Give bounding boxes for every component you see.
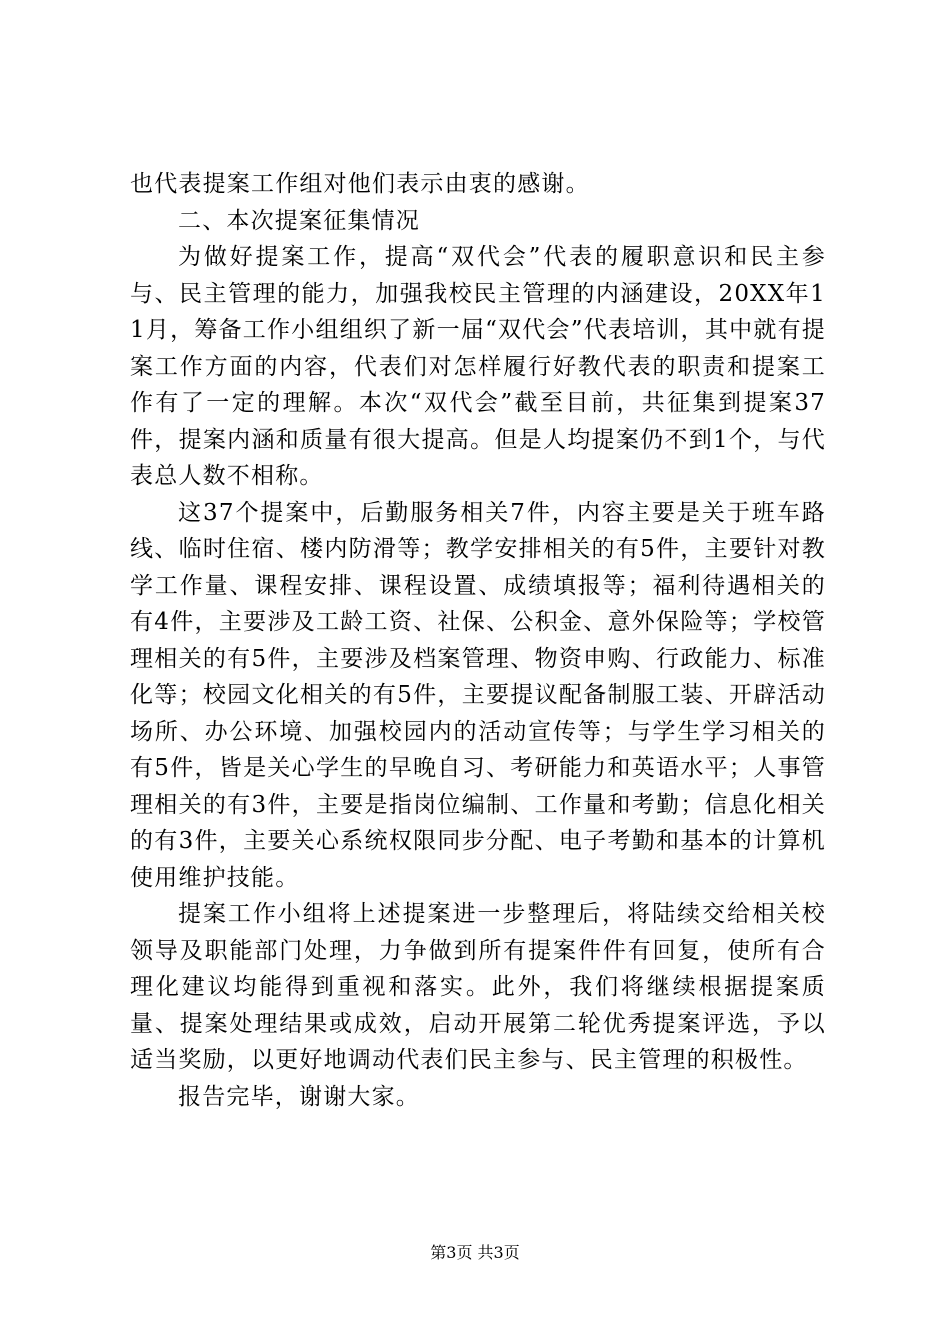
paragraph-next-steps: 提案工作小组将上述提案进一步整理后，将陆续交给相关校领导及职能部门处理，力争做到所有提案件件有回复，使所有合理化建议均能得到重视和落实。此外，我们将继续根据提案质量、提案处理结果或成效，启动开展第二轮优秀提案评选，予以适当奖励，以更好地调动代表们民主参与、民主管理的积极性。 (130, 901, 826, 1073)
document-body (130, 166, 826, 1115)
page-number-footer: 第3页 共3页 (430, 1243, 520, 1262)
paragraph-proposal-breakdown: 这37个提案中，后勤服务相关7件，内容主要是关于班车路线、临时住宿、楼内防滑等；教学安排相关的有5件，主要针对教学工作量、课程安排、课程设置、成绩填报等；福利待遇相关的有4件，主要涉及工龄工资、社保、公积金、意外保险等；学校管理相关的有5件，主要涉及档案管理、物资申购、行政能力、标准化等；校园文化相关的有5件，主要提议配备制服工装、开辟活动场所、办公环境、加强校园内的活动宣传等；与学生学习相关的有5件，皆是关心学生的早晚自习、考研能力和英语水平；人事管理相关的有3件，主要是指岗位编制、工作量和考勤；信息化相关的有3件，主要关心系统权限同步分配、电子考勤和基本的计算机使用维护技能。 (130, 499, 826, 891)
section-heading: 二、本次提案征集情况 (178, 207, 420, 234)
paragraph-intro: 为做好提案工作，提高“双代会”代表的履职意识和民主参与、民主管理的能力，加强我校民主管理的内涵建设，20XX年11月，筹备工作小组组织了新一届“双代会”代表培训，其中就有提案工作方面的内容，代表们对怎样履行好教代表的职责和提案工作有了一定的理解。本次“双代会”截至目前，共征集到提案37件，提案内涵和质量有很大提高。但是人均提案仍不到1个，与代表总人数不相称。 (130, 244, 826, 489)
paragraph-continuation: 也代表提案工作组对他们表示由衷的感谢。 (130, 171, 590, 197)
paragraph-closing: 报告完毕，谢谢大家。 (178, 1083, 420, 1110)
